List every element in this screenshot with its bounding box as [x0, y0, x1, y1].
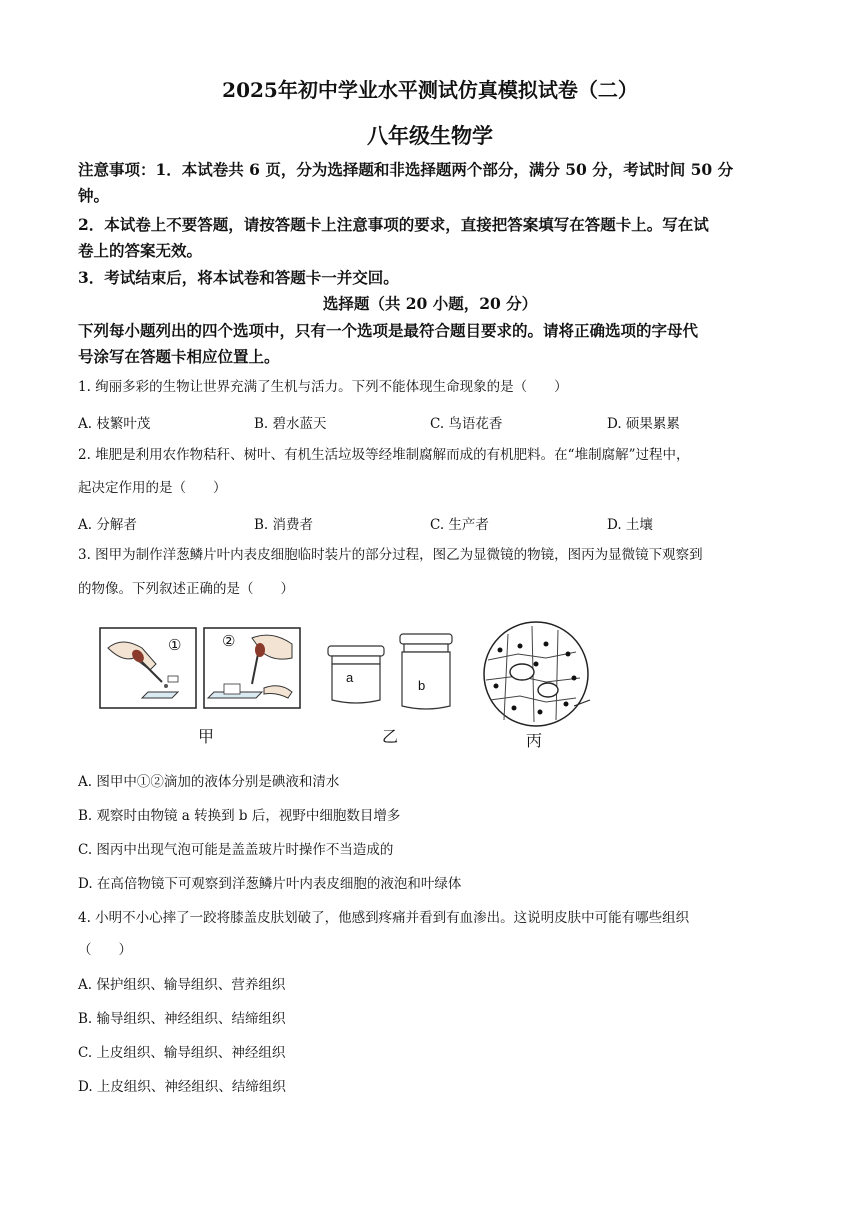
figure-step-2-label: ② — [222, 632, 236, 650]
figure-jia-panel-1 — [100, 628, 196, 708]
figure-svg — [96, 620, 596, 760]
question-3-figure — [96, 620, 596, 760]
figure-caption-yi: 乙 — [382, 727, 399, 746]
exam-subtitle: 八年级生物学 — [367, 123, 493, 148]
lens-a-label: a — [346, 670, 354, 685]
notes-line-1: 注意事项：1．本试卷共 6 页，分为选择题和非选择题两个部分，满分 50 分，考试时间 50 分 — [78, 160, 734, 179]
lens-b-label: b — [418, 678, 426, 693]
question-3-option-b: B. 观察时由物镜 a 转换到 b 后，视野中细胞数目增多 — [78, 808, 401, 824]
question-4-option-c: C. 上皮组织、输导组织、神经组织 — [78, 1045, 286, 1061]
figure-caption-bing: 丙 — [526, 731, 543, 750]
question-2-option-c: C. 生产者 — [430, 517, 489, 533]
microscope-field-of-view — [484, 622, 590, 726]
question-3-option-a: A. 图甲中①②滴加的液体分别是碘液和清水 — [78, 774, 340, 790]
section-instruction-1: 下列每小题列出的四个选项中，只有一个选项是最符合题目要求的。请将正确选项的字母代 — [78, 321, 699, 340]
question-3-stem-2: 的物像。下列叙述正确的是（ ） — [78, 581, 294, 597]
objective-lens-b — [400, 634, 452, 709]
notes-line-3: 3．考试结束后，将本试卷和答题卡一并交回。 — [78, 268, 399, 287]
section-heading: 选择题（共 20 小题，20 分） — [322, 294, 538, 313]
question-3-stem: 3. 图甲为制作洋葱鳞片叶内表皮细胞临时装片的部分过程，图乙为显微镜的物镜，图丙为显微镜下观察到 — [78, 547, 703, 563]
question-3-option-d: D. 在高倍物镜下可观察到洋葱鳞片叶内表皮细胞的液泡和叶绿体 — [78, 876, 462, 892]
question-4-option-a: A. 保护组织、输导组织、营养组织 — [78, 977, 286, 993]
question-1-option-b: B. 碧水蓝天 — [254, 416, 327, 432]
question-4-stem-2: （ ） — [78, 942, 132, 958]
figure-step-1-label: ① — [168, 636, 182, 654]
question-4-stem: 4. 小明不小心摔了一跤将膝盖皮肤划破了，他感到疼痛并看到有血渗出。这说明皮肤中可能有哪些组织 — [78, 910, 690, 926]
question-4-option-d: D. 上皮组织、神经组织、结缔组织 — [78, 1079, 286, 1095]
question-2-stem-2: 起决定作用的是（ ） — [78, 480, 227, 496]
question-4-option-b: B. 输导组织、神经组织、结缔组织 — [78, 1011, 286, 1027]
section-instruction-2: 号涂写在答题卡相应位置上。 — [78, 347, 280, 366]
question-2-option-a: A. 分解者 — [78, 517, 137, 533]
notes-line-2: 2．本试卷上不要答题，请按答题卡上注意事项的要求，直接把答案填写在答题卡上。写在试 — [78, 215, 709, 234]
question-1-option-d: D. 硕果累累 — [607, 416, 680, 432]
figure-jia-panel-2 — [204, 628, 300, 708]
notes-line-1b: 钟。 — [78, 186, 110, 205]
question-3-option-c: C. 图丙中出现气泡可能是盖盖玻片时操作不当造成的 — [78, 842, 394, 858]
question-2-stem: 2. 堆肥是利用农作物秸秆、树叶、有机生活垃圾等经堆制腐解而成的有机肥料。在“堆制腐解”过程中， — [78, 447, 690, 463]
notes-line-2b: 卷上的答案无效。 — [78, 241, 203, 260]
question-1-option-c: C. 鸟语花香 — [430, 416, 503, 432]
question-2-option-b: B. 消费者 — [254, 517, 314, 533]
exam-title: 2025年初中学业水平测试仿真模拟试卷（二） — [222, 78, 638, 102]
question-2-option-d: D. 土壤 — [607, 517, 653, 533]
question-1-stem: 1. 绚丽多彩的生物让世界充满了生机与活力。下列不能体现生命现象的是（ ） — [78, 379, 568, 395]
figure-caption-jia: 甲 — [198, 727, 215, 746]
question-1-option-a: A. 枝繁叶茂 — [78, 416, 151, 432]
objective-lens-a — [328, 646, 384, 703]
